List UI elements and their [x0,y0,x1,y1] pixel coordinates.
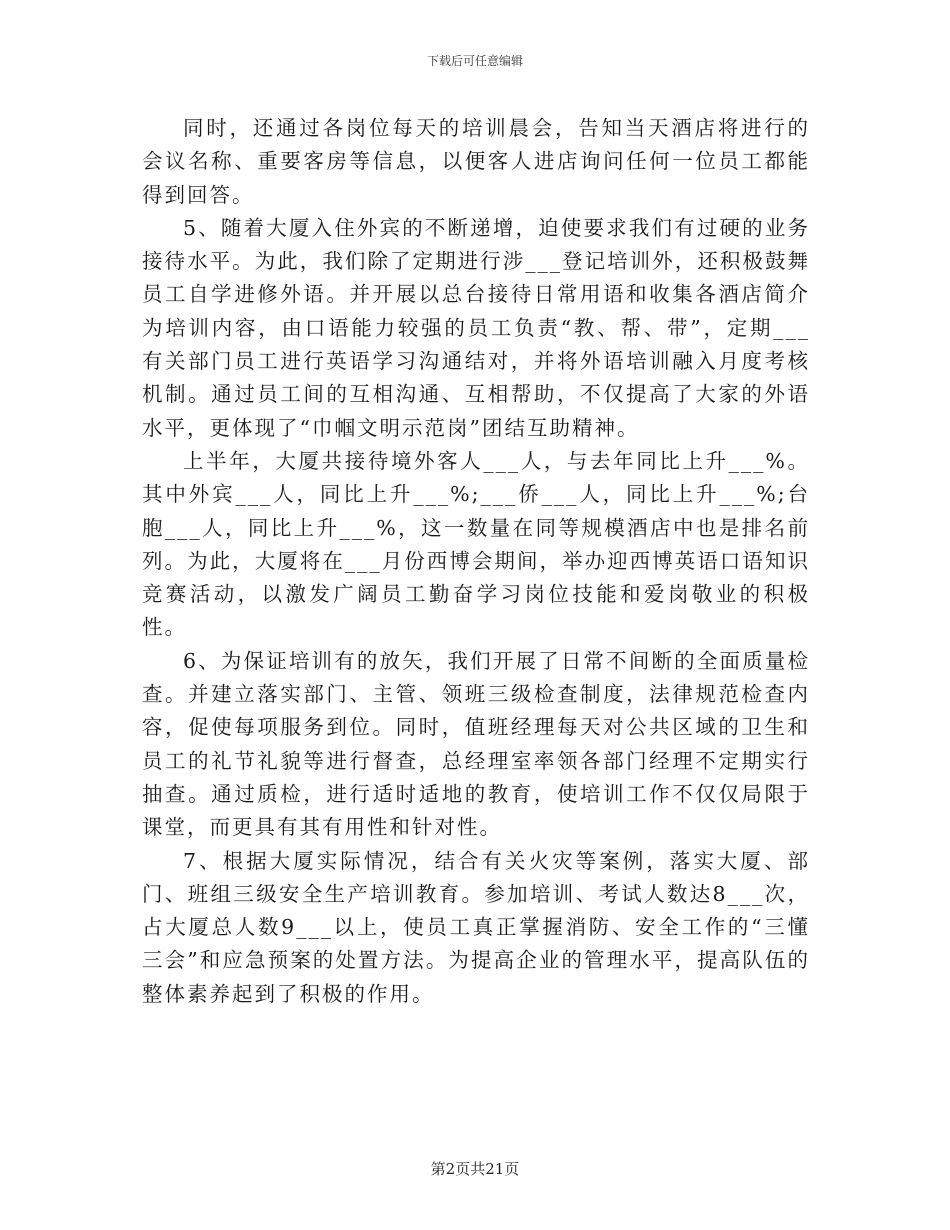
document-body [142,112,810,1011]
paragraph-1: 同时，还通过各岗位每天的培训晨会，告知当天酒店将进行的会议名称、重要客房等信息，以便客人进店询问任何一位员工都能得到回答。 [142,116,810,207]
paragraph-4: 6、为保证培训有的放矢，我们开展了日常不间断的全面质量检查。并建立落实部门、主管、领班三级检查制度，法律规范检查内容，促使每项服务到位。同时，值班经理每天对公共区域的卫生和员工的礼节礼貌等进行督查，总经理室率领各部门经理不定期实行抽查。通过质检，进行适时适地的教育，使培训工作不仅仅局限于课堂，而更具有其有用性和针对性。 [142,648,810,840]
page-header: 下载后可任意编辑 [426,54,523,68]
paragraph-2: 5、随着大厦入住外宾的不断递增，迫使要求我们有过硬的业务接待水平。为此，我们除了定期进行涉___登记培训外，还积极鼓舞员工自学进修外语。并开展以总台接待日常用语和收集各酒店简介为培训内容，由口语能力较强的员工负责“教、帮、带”，定期___有关部门员工进行英语学习沟通结对，并将外语培训融入月度考核机制。通过员工间的互相沟通、互相帮助，不仅提高了大家的外语水平，更体现了“巾帼文明示范岗”团结互助精神。 [142,215,810,440]
page-footer: 第2页共21页 [430,1160,520,1178]
paragraph-5: 7、根据大厦实际情况，结合有关火灾等案例，落实大厦、部门、班组三级安全生产培训教育。参加培训、考试人数达8___次，占大厦总人数9___以上，使员工真正掌握消防、安全工作的“三懂三会”和应急预案的处置方法。为提高企业的管理水平，提高队伍的整体素养起到了积极的作用。 [142,848,810,1006]
paragraph-3: 上半年，大厦共接待境外客人___人，与去年同比上升___%。其中外宾___人，同比上升___%;___侨___人，同比上升___%;台胞___人，同比上升___%，这一数量在同等规模酒店中也是排名前列。为此，大厦将在___月份西博会期间，举办迎西博英语口语知识竞赛活动，以激发广阔员工勤奋学习岗位技能和爱岗敬业的积极性。 [142,448,810,640]
